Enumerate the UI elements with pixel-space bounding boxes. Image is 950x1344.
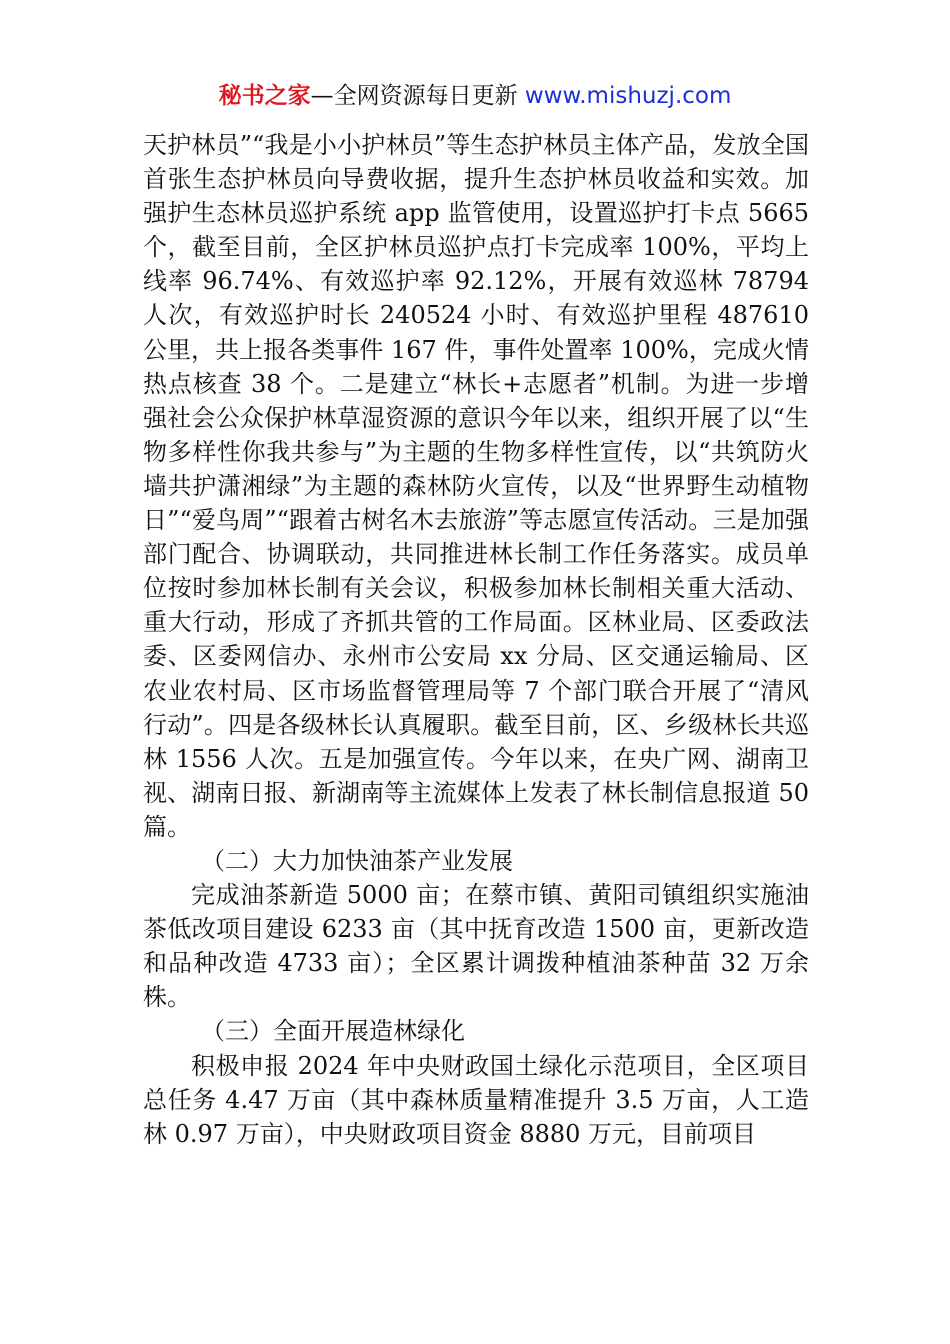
site-tagline: —全网资源每日更新 bbox=[310, 83, 518, 109]
paragraph-oil-tea: 完成油茶新造 5000 亩；在蔡市镇、黄阳司镇组织实施油茶低改项目建设 6233 亩（其中抚育改造 1500 亩，更新改造和品种改造 4733 亩）；全区累计调拨种植油茶种苗 32 万余株。 bbox=[143, 881, 809, 1012]
section-heading-afforestation: （三）全面开展造林绿化 bbox=[201, 1017, 465, 1046]
paragraph-forest-chief: 天护林员”“我是小小护林员”等生态护林员主体产品，发放全国首张生态护林员向导费收据，提升生态护林员收益和实效。加强护生态林员巡护系统 app 监管使用，设置巡护打卡点 5665 个，截至目前，全区护林员巡护点打卡完成率 100%，平均上线率 96.74%、有效巡护率 92.12%，开展有效巡林 78794 人次，有效巡护时长 240524 小时、有效巡护里程 487610 公里，共上报各类事件 167 件，事件处置率 100%，完成火情热点核查 38 个。二是建立“林长+志愿者”机制。为进一步增强社会公众保护林草湿资源的意识今年以来，组织开展了以“生物多样性你我共参与”为主题的生物多样性宣传，以“共筑防火墙共护潇湘绿”为主题的森林防火宣传，以及“世界野生动植物日”“爱鸟周”“跟着古树名木去旅游”等志愿宣传活动。三是加强部门配合、协调联动，共同推进林长制工作任务落实。成员单位按时参加林长制有关会议，积极参加林长制相关重大活动、重大行动，形成了齐抓共管的工作局面。区林业局、区委政法委、区委网信办、永州市公安局 xx 分局、区交通运输局、区农业农村局、区市场监督管理局等 7 个部门联合开展了“清风行动”。四是各级林长认真履职。截至目前，区、乡级林长共巡林 1556 人次。五是加强宣传。今年以来，在央广网、湖南卫视、湖南日报、新湖南等主流媒体上发表了林长制信息报道 50 篇。 bbox=[143, 131, 809, 841]
site-brand: 秘书之家 bbox=[218, 83, 311, 109]
site-header bbox=[0, 80, 950, 112]
section-heading-oil-tea: （二）大力加快油茶产业发展 bbox=[201, 846, 513, 875]
site-url-link[interactable]: www.mishuzj.com bbox=[524, 83, 732, 109]
paragraph-afforestation: 积极申报 2024 年中央财政国土绿化示范项目，全区项目总任务 4.47 万亩（其中森林质量精准提升 3.5 万亩，人工造林 0.97 万亩），中央财政项目资金 8880 万元，目前项目 bbox=[143, 1051, 809, 1148]
document-body bbox=[143, 128, 809, 1151]
